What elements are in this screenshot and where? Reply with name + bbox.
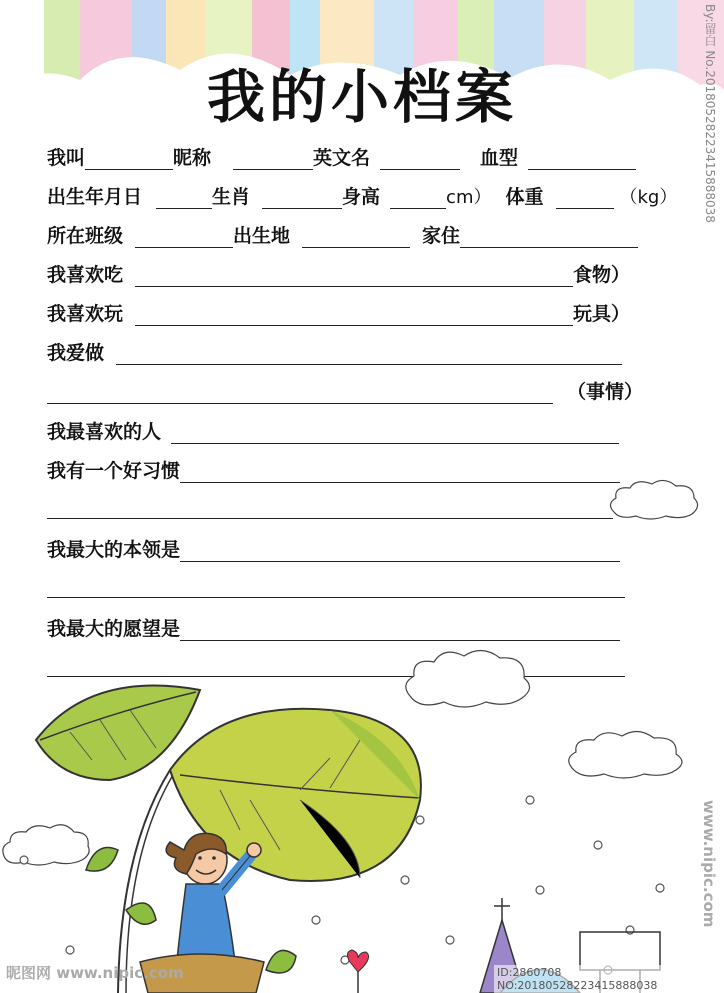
height-blank[interactable] [390, 188, 446, 209]
birthplace-blank[interactable] [302, 227, 410, 248]
favorite-toy-label: 我喜欢玩 [47, 303, 124, 325]
form-row-toy [47, 296, 630, 326]
form-row-hobby [47, 335, 622, 365]
zodiac-label: 生肖 [212, 186, 251, 208]
hobby-blank-2[interactable] [47, 383, 553, 404]
weight-blank[interactable] [556, 188, 614, 209]
english-name-label: 英文名 [313, 147, 371, 169]
blood-type-blank[interactable] [528, 149, 636, 170]
favorite-food-tail: 食物） [573, 264, 631, 286]
english-name-blank[interactable] [380, 149, 460, 170]
weight-label: 体重 [505, 186, 544, 208]
form-row-hobby-cont [47, 374, 643, 404]
height-unit: cm） [446, 187, 492, 208]
form-row-class [47, 218, 638, 248]
skill-blank-2[interactable] [47, 597, 625, 598]
habit-label: 我有一个好习惯 [47, 460, 181, 482]
hobby-label: 我爱做 [47, 342, 105, 364]
birthdate-label: 出生年月日 [47, 186, 143, 208]
class-blank[interactable] [135, 227, 233, 248]
favorite-person-blank[interactable] [171, 423, 619, 444]
height-label: 身高 [342, 186, 381, 208]
favorite-food-label: 我喜欢吃 [47, 264, 124, 286]
hobby-tail: （事情） [567, 381, 644, 403]
page-title: 我的小档案 [206, 63, 517, 131]
form-row-skill [47, 532, 620, 562]
weight-unit: （kg） [619, 187, 678, 208]
birthplace-label: 出生地 [233, 225, 291, 247]
class-label: 所在班级 [47, 225, 124, 247]
skill-label: 我最大的本领是 [47, 539, 181, 561]
name-label: 我叫 [47, 147, 86, 169]
skill-blank[interactable] [180, 541, 620, 562]
favorite-person-label: 我最喜欢的人 [47, 421, 162, 443]
name-blank[interactable] [85, 149, 173, 170]
leaf-girl-illustration [0, 670, 724, 993]
watermark-bottom-right: ID:2860708 NO:20180528223415888038 [494, 965, 724, 993]
nickname-label: 昵称 [173, 147, 212, 169]
habit-blank-2[interactable] [47, 518, 613, 519]
home-label: 家住 [422, 225, 461, 247]
watermark-right-top: By:留白 No.20180528223415888038 [703, 4, 717, 223]
form-row-favorite-person [47, 414, 619, 444]
nickname-blank[interactable] [233, 149, 313, 170]
birthdate-blank[interactable] [156, 188, 212, 209]
wish-label: 我最大的愿望是 [47, 618, 181, 640]
favorite-toy-tail: 玩具） [573, 303, 631, 325]
hobby-blank[interactable] [116, 344, 622, 365]
favorite-toy-blank[interactable] [135, 305, 573, 326]
watermark-bottom-left: 昵图网 www.nipic.com [6, 964, 184, 982]
form-row-birth [47, 179, 677, 209]
form-row-name [47, 140, 636, 170]
zodiac-blank[interactable] [262, 188, 342, 209]
form-row-habit [47, 453, 620, 483]
cloud-outline-1 [606, 476, 702, 524]
form-row-food [47, 257, 630, 287]
habit-blank[interactable] [180, 462, 620, 483]
form-row-wish [47, 611, 620, 641]
home-blank[interactable] [460, 227, 638, 248]
wish-blank[interactable] [180, 620, 620, 641]
favorite-food-blank[interactable] [135, 266, 573, 287]
watermark-right-bottom: www.nipic.com [700, 800, 718, 928]
blood-type-label: 血型 [480, 147, 519, 169]
